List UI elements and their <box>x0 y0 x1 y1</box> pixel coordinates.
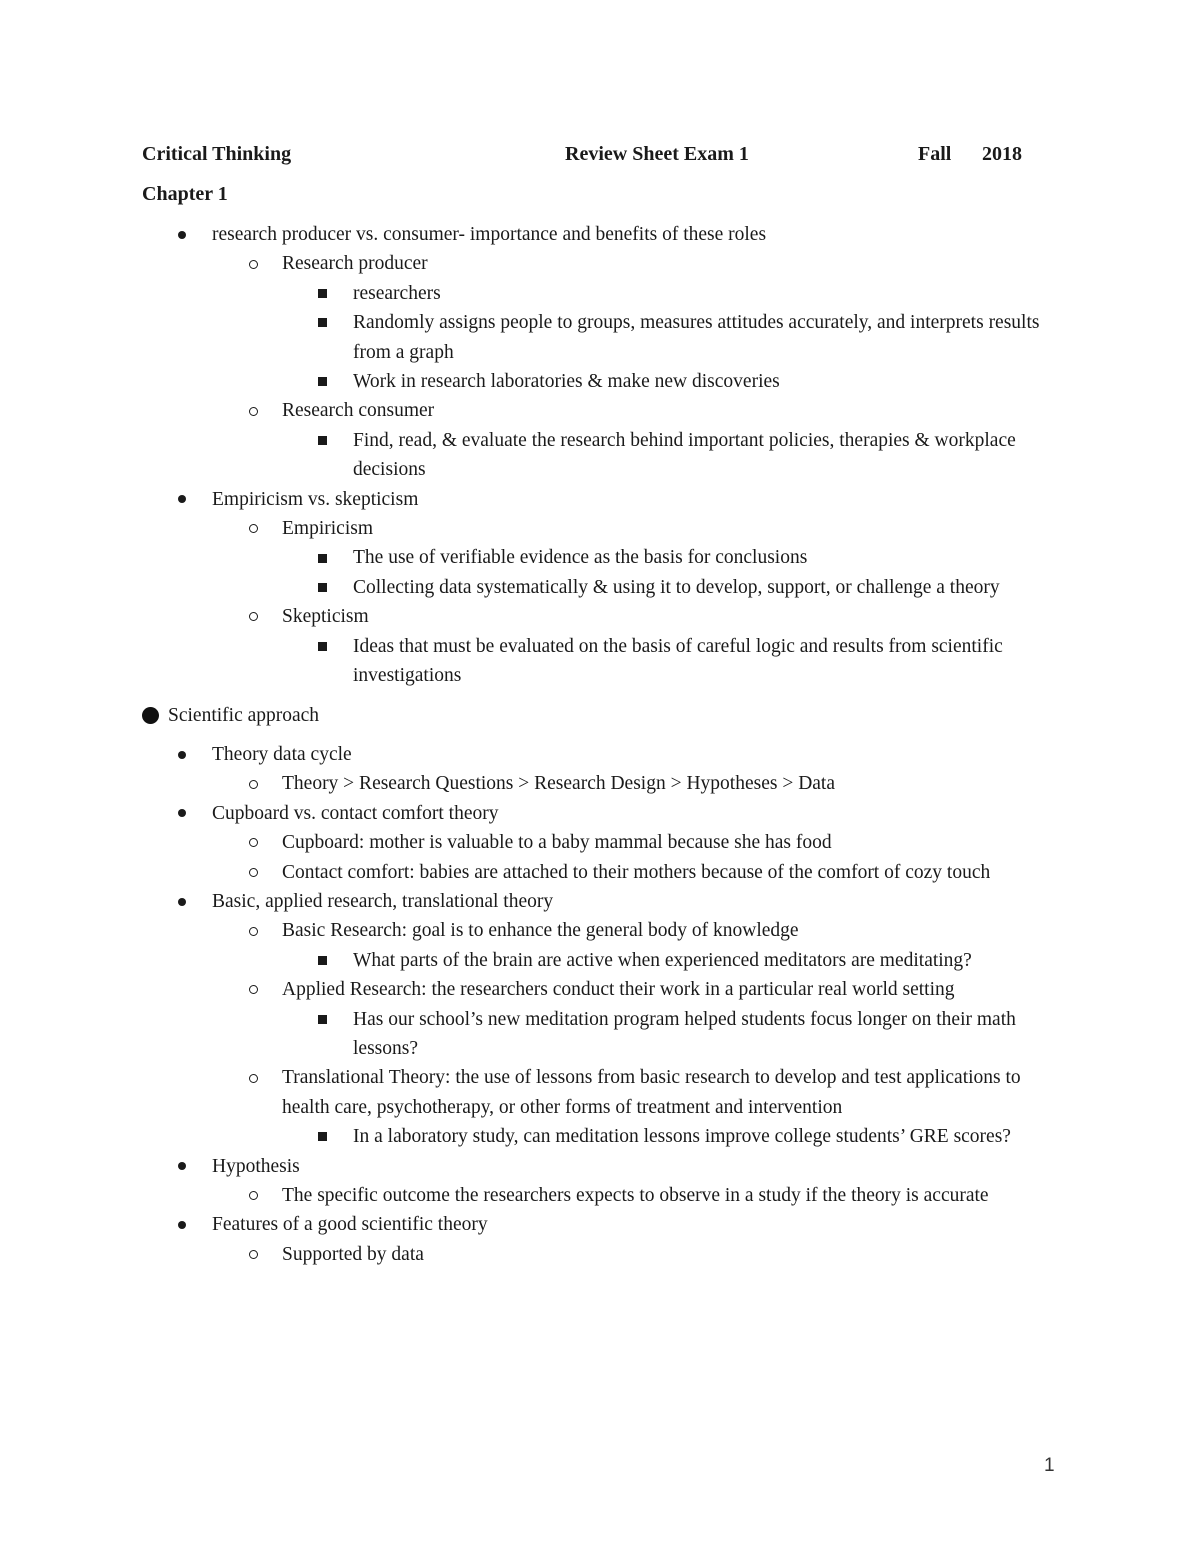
document-title: Review Sheet Exam 1 <box>565 143 749 165</box>
square-bullet-icon-wrap <box>318 1122 327 1151</box>
outline-item-level-2 <box>0 916 1200 945</box>
outline-item-text: Applied Research: the researchers conduct their work in a particular real world setting <box>282 979 955 1001</box>
square-bullet-icon <box>318 642 327 651</box>
large-bullet-icon-wrap <box>142 701 159 730</box>
course-title: Critical Thinking <box>142 143 292 165</box>
outline-item-text: Supported by data <box>282 1243 424 1265</box>
outline-item-level-1 <box>0 485 1200 514</box>
outline-item-level-2 <box>0 249 1200 278</box>
outline-item-level-2 <box>0 1063 1200 1122</box>
outline-item-text: The specific outcome the researchers expects to observe in a study if the theory is accurate <box>282 1185 989 1206</box>
outline-item-level-3 <box>0 308 1200 367</box>
square-bullet-icon-wrap <box>318 543 327 572</box>
square-bullet-icon-wrap <box>318 632 327 661</box>
outline-item-text: Research consumer <box>282 400 435 422</box>
chapter-heading: Chapter 1 <box>142 183 228 205</box>
outline-item-level-3 <box>0 543 1200 572</box>
outline-item-text: Empiricism <box>282 518 373 540</box>
square-bullet-icon-wrap <box>318 946 327 975</box>
outline-item-text: researchers <box>353 282 441 304</box>
bullet-icon <box>178 495 186 503</box>
outline-item-level-3 <box>0 426 1200 485</box>
page-header <box>0 143 1200 171</box>
outline-item-text: The use of verifiable evidence as the basis for conclusions <box>353 547 808 569</box>
outline-item-level-2 <box>0 396 1200 425</box>
hollow-circle-bullet-icon <box>249 838 258 847</box>
hollow-circle-bullet-icon-wrap <box>249 249 258 278</box>
hollow-circle-bullet-icon <box>249 1250 258 1259</box>
outline-item-level-3 <box>0 1005 1200 1064</box>
hollow-circle-bullet-icon <box>249 780 258 789</box>
hollow-circle-bullet-icon <box>249 1074 258 1083</box>
outline-item-text: Cupboard vs. contact comfort theory <box>212 802 499 824</box>
bullet-icon-wrap <box>178 887 186 916</box>
hollow-circle-bullet-icon <box>249 927 258 936</box>
outline-item-level-3 <box>0 279 1200 308</box>
outline-item-level-1 <box>0 220 1200 249</box>
bullet-icon <box>178 231 186 239</box>
hollow-circle-bullet-icon-wrap <box>249 916 258 945</box>
hollow-circle-bullet-icon-wrap <box>249 396 258 425</box>
square-bullet-icon-wrap <box>318 308 327 337</box>
outline-item-level-2 <box>0 1240 1200 1269</box>
square-bullet-icon-wrap <box>318 1005 327 1034</box>
outline-item-text: In a laboratory study, can meditation lessons improve college students’ GRE scores? <box>353 1126 1011 1148</box>
hollow-circle-bullet-icon <box>249 1191 258 1200</box>
outline-item-text: Ideas that must be evaluated on the basis of careful logic and results from scientific investigations <box>353 635 1003 687</box>
outline-item-level-1 <box>0 1210 1200 1239</box>
outline-item-text: Basic Research: goal is to enhance the general body of knowledge <box>282 920 799 942</box>
outline-item-text: Scientific approach <box>168 704 320 726</box>
hollow-circle-bullet-icon-wrap <box>249 514 258 543</box>
outline-item-text: Has our school’s new meditation program helped students focus longer on their math lessons? <box>353 1008 1016 1059</box>
square-bullet-icon <box>318 1015 327 1024</box>
outline-item-text: Theory data cycle <box>212 743 352 765</box>
outline-item-level-0 <box>0 701 1200 730</box>
bullet-icon <box>178 751 186 759</box>
bullet-icon <box>178 1221 186 1229</box>
outline-item-text: Contact comfort: babies are attached to their mothers because of the comfort of cozy touch <box>282 861 991 883</box>
bullet-icon-wrap <box>178 799 186 828</box>
square-bullet-icon-wrap <box>318 367 327 396</box>
page-number: 1 <box>1044 1455 1055 1476</box>
hollow-circle-bullet-icon-wrap <box>249 1063 258 1092</box>
outline-item-text: Basic, applied research, translational theory <box>212 890 554 912</box>
outline-list <box>0 220 1200 1269</box>
outline-item-level-3 <box>0 367 1200 396</box>
bullet-icon-wrap <box>178 1210 186 1239</box>
hollow-circle-bullet-icon <box>249 612 258 621</box>
square-bullet-icon-wrap <box>318 573 327 602</box>
bullet-icon-wrap <box>178 1152 186 1181</box>
square-bullet-icon-wrap <box>318 279 327 308</box>
square-bullet-icon <box>318 318 327 327</box>
outline-item-level-3 <box>0 573 1200 602</box>
hollow-circle-bullet-icon-wrap <box>249 1181 258 1210</box>
outline-item-text: Cupboard: mother is valuable to a baby mammal because she has food <box>282 832 832 854</box>
large-bullet-icon <box>142 707 159 724</box>
outline-item-level-2 <box>0 828 1200 857</box>
square-bullet-icon <box>318 377 327 386</box>
hollow-circle-bullet-icon <box>249 407 258 416</box>
square-bullet-icon <box>318 1132 327 1141</box>
bullet-icon-wrap <box>178 220 186 249</box>
outline-item-text: research producer vs. consumer- importance and benefits of these roles <box>212 224 767 245</box>
hollow-circle-bullet-icon-wrap <box>249 769 258 798</box>
outline-item-text: Randomly assigns people to groups, measures attitudes accurately, and interprets results from a graph <box>353 312 1040 363</box>
hollow-circle-bullet-icon-wrap <box>249 858 258 887</box>
outline-item-text: What parts of the brain are active when experienced meditators are meditating? <box>353 949 972 971</box>
hollow-circle-bullet-icon-wrap <box>249 975 258 1004</box>
outline-item-text: Features of a good scientific theory <box>212 1214 488 1236</box>
square-bullet-icon <box>318 436 327 445</box>
outline-item-level-3 <box>0 632 1200 691</box>
term-season: Fall <box>918 143 952 165</box>
outline-item-level-1 <box>0 1152 1200 1181</box>
outline-item-text: Find, read, & evaluate the research behind important policies, therapies & workplace decisions <box>353 429 1016 481</box>
bullet-icon <box>178 809 186 817</box>
outline-item-level-2 <box>0 769 1200 798</box>
hollow-circle-bullet-icon <box>249 524 258 533</box>
outline-item-level-2 <box>0 602 1200 631</box>
bullet-icon-wrap <box>178 740 186 769</box>
square-bullet-icon <box>318 554 327 563</box>
bullet-icon <box>178 898 186 906</box>
outline-item-text: Translational Theory: the use of lessons from basic research to develop and test applications to health care, psychotherapy, or other forms of treatment and intervention <box>282 1067 1021 1118</box>
hollow-circle-bullet-icon-wrap <box>249 1240 258 1269</box>
outline-item-level-2 <box>0 858 1200 887</box>
bullet-icon <box>178 1162 186 1170</box>
outline-item-level-1 <box>0 799 1200 828</box>
term-year: 2018 <box>982 143 1022 165</box>
outline-item-text: Research producer <box>282 253 428 275</box>
hollow-circle-bullet-icon-wrap <box>249 828 258 857</box>
hollow-circle-bullet-icon <box>249 260 258 269</box>
hollow-circle-bullet-icon <box>249 985 258 994</box>
outline-item-level-2 <box>0 514 1200 543</box>
hollow-circle-bullet-icon <box>249 868 258 877</box>
outline-item-level-2 <box>0 1181 1200 1210</box>
outline-item-level-3 <box>0 946 1200 975</box>
square-bullet-icon <box>318 956 327 965</box>
outline-item-text: Empiricism vs. skepticism <box>212 488 419 510</box>
square-bullet-icon-wrap <box>318 426 327 455</box>
outline-item-text: Theory > Research Questions > Research Design > Hypotheses > Data <box>282 773 836 795</box>
outline-item-level-2 <box>0 975 1200 1004</box>
outline-item-level-1 <box>0 887 1200 916</box>
outline-item-text: Skepticism <box>282 606 369 628</box>
outline-item-level-3 <box>0 1122 1200 1151</box>
square-bullet-icon <box>318 289 327 298</box>
outline-item-level-1 <box>0 740 1200 769</box>
outline-item-text: Work in research laboratories & make new discoveries <box>353 371 780 393</box>
outline-item-text: Collecting data systematically & using it to develop, support, or challenge a theory <box>353 576 1000 598</box>
square-bullet-icon <box>318 583 327 592</box>
bullet-icon-wrap <box>178 485 186 514</box>
outline-item-text: Hypothesis <box>212 1155 300 1177</box>
hollow-circle-bullet-icon-wrap <box>249 602 258 631</box>
